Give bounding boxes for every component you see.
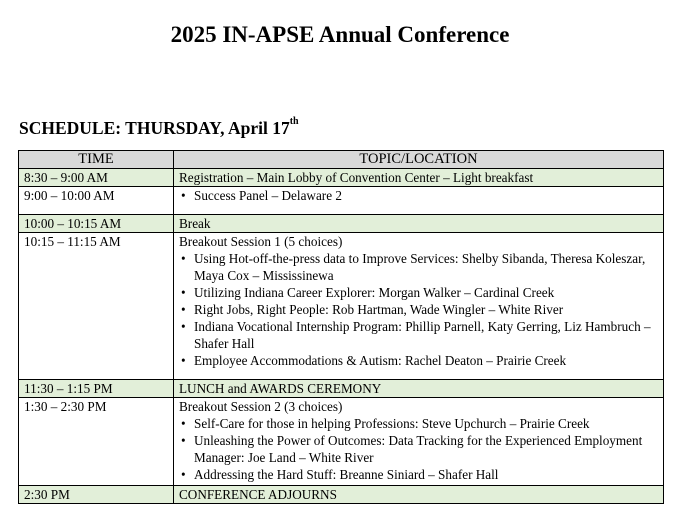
time-cell: 1:30 – 2:30 PM — [19, 398, 174, 486]
list-item: • Addressing the Hard Stuff: Breanne Siniard – Shafer Hall — [194, 466, 663, 483]
topic-cell: LUNCH and AWARDS CEREMONY — [174, 380, 664, 398]
list-item: • Self-Care for those in helping Professions: Steve Upchurch – Prairie Creek — [194, 415, 663, 432]
time-cell: 10:00 – 10:15 AM — [19, 215, 174, 233]
list-item: • Indiana Vocational Internship Program: Phillip Parnell, Katy Gerring, Liz Hambruch – Shafer Hall — [194, 318, 663, 352]
topic-column-header: TOPIC/LOCATION — [174, 151, 664, 169]
table-row — [19, 398, 664, 486]
topic-cell — [174, 187, 664, 215]
table-row — [19, 233, 664, 380]
table-row — [19, 215, 664, 233]
list-item: • Employee Accommodations & Autism: Rachel Deaton – Prairie Creek — [194, 352, 663, 369]
schedule-heading-prefix: SCHEDULE: THURSDAY, — [19, 118, 228, 138]
table-row — [19, 486, 664, 504]
session-list — [179, 415, 663, 483]
list-item: • Unleashing the Power of Outcomes: Data Tracking for the Experienced Employment Manager: Joe Land – White River — [194, 432, 663, 466]
topic-cell: Registration – Main Lobby of Convention Center – Light breakfast — [174, 169, 664, 187]
schedule-heading — [19, 118, 299, 139]
schedule-table — [18, 150, 664, 504]
list-item: • Success Panel – Delaware 2 — [194, 187, 663, 204]
time-cell: 10:15 – 11:15 AM — [19, 233, 174, 380]
page-title: 2025 IN-APSE Annual Conference — [170, 22, 510, 47]
session-title: Breakout Session 1 (5 choices) — [179, 234, 343, 249]
list-item: • Using Hot-off-the-press data to Improve Services: Shelby Sibanda, Theresa Koleszar, Maya Cox – Mississinewa — [194, 250, 663, 284]
topic-cell: CONFERENCE ADJOURNS — [174, 486, 664, 504]
table-header-row — [19, 151, 664, 169]
table-row — [19, 187, 664, 215]
list-item: • Right Jobs, Right People: Rob Hartman, Wade Wingler – White River — [194, 301, 663, 318]
time-cell: 8:30 – 9:00 AM — [19, 169, 174, 187]
schedule-heading-suffix: th — [289, 116, 299, 127]
schedule-heading-date: April 17 — [227, 118, 290, 138]
topic-cell — [174, 398, 664, 486]
session-list — [179, 187, 663, 204]
time-cell: 2:30 PM — [19, 486, 174, 504]
time-column-header: TIME — [19, 151, 174, 169]
time-cell: 9:00 – 10:00 AM — [19, 187, 174, 215]
table-row — [19, 169, 664, 187]
topic-cell — [174, 233, 664, 380]
session-title: Breakout Session 2 (3 choices) — [179, 399, 343, 414]
time-cell: 11:30 – 1:15 PM — [19, 380, 174, 398]
session-list — [179, 250, 663, 369]
table-row — [19, 380, 664, 398]
list-item: • Utilizing Indiana Career Explorer: Morgan Walker – Cardinal Creek — [194, 284, 663, 301]
topic-cell: Break — [174, 215, 664, 233]
